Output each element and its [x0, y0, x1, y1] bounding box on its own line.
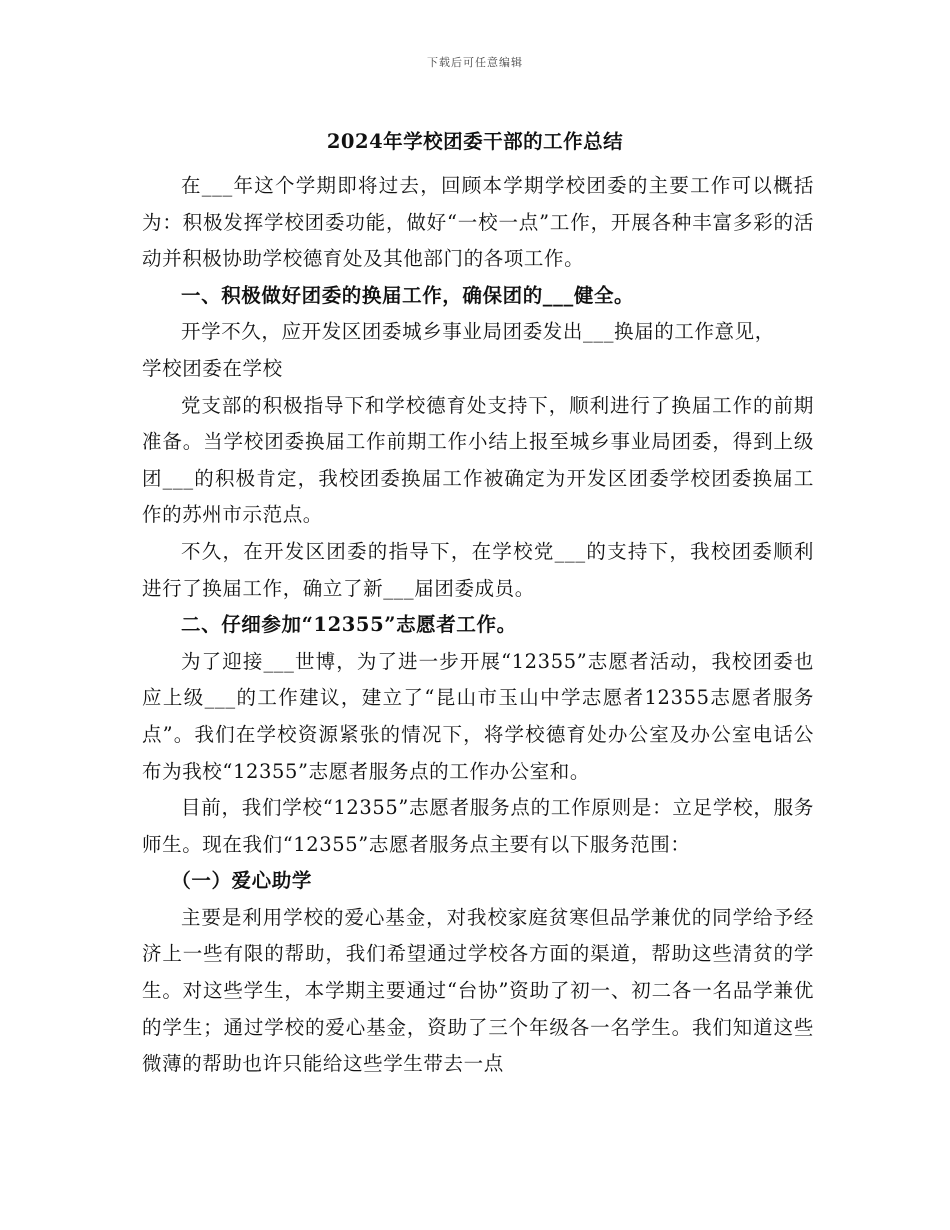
document-title: 2024年学校团委干部的工作总结 [326, 130, 624, 153]
paragraph-2c: 主要是利用学校的爱心基金，对我校家庭贫寒但品学兼优的同学给予经济上一些有限的帮助，我们希望通过学校各方面的渠道，帮助这些清贫的学生。对这些学生，本学期主要通过“台协”资助了初一、初二各一名品学兼优的学生；通过学校的爱心基金，资助了三个年级各一名学生。我们知道这些微薄的帮助也许只能给这些学生带去一点 [142, 905, 814, 1076]
section-heading-2: 二、仔细参加“12355”志愿者工作。 [181, 613, 517, 637]
paragraph-2a: 为了迎接___世博，为了进一步开展“12355”志愿者活动，我校团委也应上级___的工作建议，建立了“昆山市玉山中学志愿者12355志愿者服务点”。我们在学校资源紧张的情况下，将学校德育处办公室及办公室电话公布为我校“12355”志愿者服务点的工作办公室和。 [142, 649, 814, 783]
paragraph-1d: 不久，在开发区团委的指导下，在学校党___的支持下，我校团委顺利进行了换届工作，确立了新___届团委成员。 [142, 539, 814, 600]
page-header: 下载后可任意编辑 [427, 56, 523, 69]
paragraph-1a: 开学不久，应开发区团委城乡事业局团委发出___换届的工作意见， [181, 320, 775, 344]
subsection-heading-1: （一）爱心助学 [171, 869, 312, 893]
paragraph-2b: 目前，我们学校“12355”志愿者服务点的工作原则是：立足学校，服务师生。现在我们“12355”志愿者服务点主要有以下服务范围： [142, 796, 814, 856]
paragraph-1c: 党支部的积极指导下和学校德育处支持下，顺利进行了换届工作的前期准备。当学校团委换届工作前期工作小结上报至城乡事业局团委，得到上级团___的积极肯定，我校团委换届工作被确定为开发区团委学校团委换届工作的苏州市示范点。 [142, 393, 814, 527]
document-body [142, 168, 814, 1083]
section-heading-1: 一、积极做好团委的换届工作，确保团的___健全。 [181, 283, 635, 307]
paragraph-intro: 在___年这个学期即将过去，回顾本学期学校团委的主要工作可以概括为：积极发挥学校团委功能，做好“一校一点”工作，开展各种丰富多彩的活动并积极协助学校德育处及其他部门的各项工作。 [142, 174, 814, 271]
paragraph-1b: 学校团委在学校 [142, 356, 283, 380]
